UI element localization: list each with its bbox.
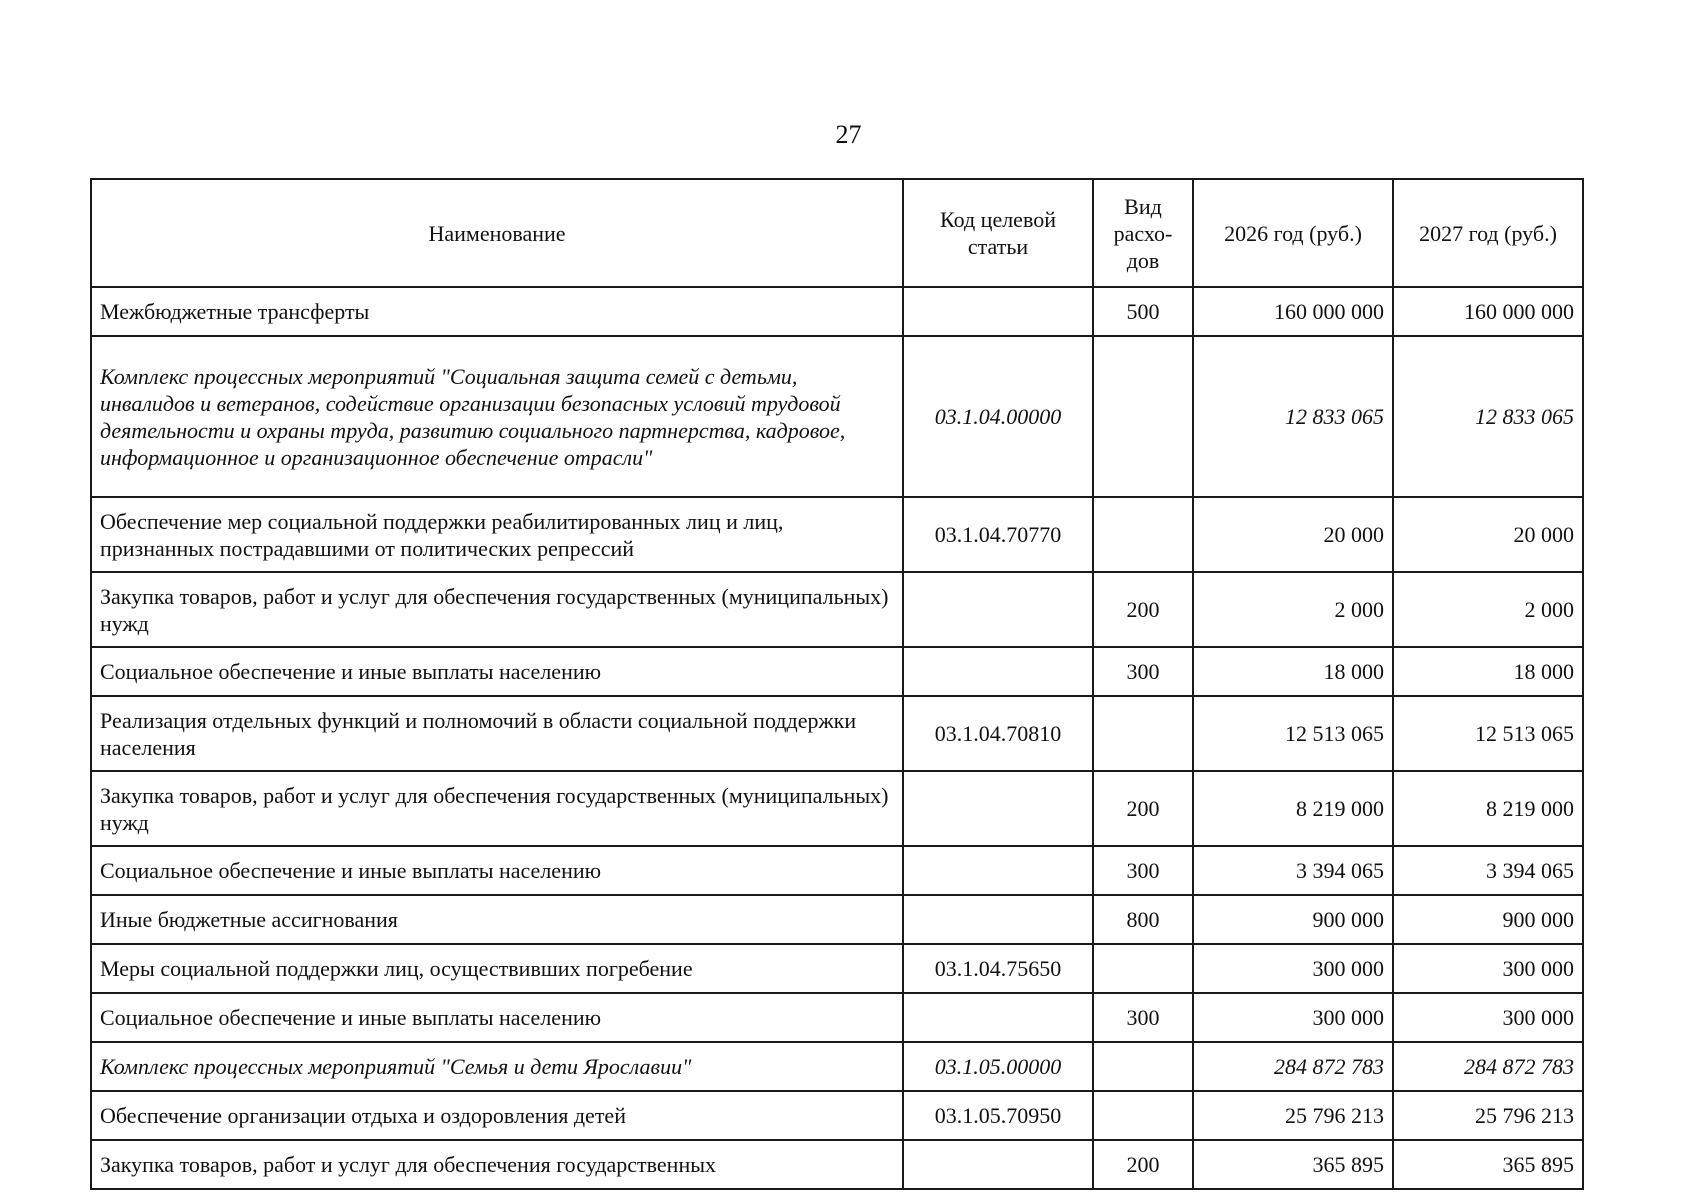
cell-code: 03.1.04.75650 (903, 944, 1093, 993)
cell-amount-2027: 365 895 (1393, 1140, 1583, 1189)
cell-amount-2026: 300 000 (1193, 993, 1393, 1042)
cell-code (903, 287, 1093, 336)
cell-amount-2026: 2 000 (1193, 572, 1393, 647)
cell-amount-2026: 8 219 000 (1193, 771, 1393, 846)
cell-amount-2027: 12 513 065 (1393, 696, 1583, 771)
cell-expense-type: 500 (1093, 287, 1193, 336)
cell-name: Социальное обеспечение и иные выплаты населению (91, 993, 903, 1042)
cell-name: Закупка товаров, работ и услуг для обеспечения государственных (муниципальных) нужд (91, 572, 903, 647)
table-row (91, 696, 1583, 771)
cell-amount-2027: 8 219 000 (1393, 771, 1583, 846)
cell-name: Закупка товаров, работ и услуг для обеспечения государственных (91, 1140, 903, 1189)
cell-code (903, 1140, 1093, 1189)
cell-amount-2027: 900 000 (1393, 895, 1583, 944)
table-row (91, 895, 1583, 944)
cell-expense-type: 800 (1093, 895, 1193, 944)
cell-code: 03.1.05.00000 (903, 1042, 1093, 1091)
cell-expense-type (1093, 1042, 1193, 1091)
cell-amount-2026: 25 796 213 (1193, 1091, 1393, 1140)
cell-name: Комплекс процессных мероприятий "Социальная защита семей с детьми, инвалидов и ветеранов, содействие организации безопасных условий трудовой деятельности и охраны труда, развитию социального партнерства, кадровое, информационное и организационное обеспечение отрасли" (91, 336, 903, 497)
table-row (91, 993, 1583, 1042)
cell-expense-type: 300 (1093, 846, 1193, 895)
header-name: Наименование (91, 179, 903, 287)
cell-amount-2026: 12 833 065 (1193, 336, 1393, 497)
cell-amount-2026: 20 000 (1193, 497, 1393, 572)
cell-expense-type (1093, 696, 1193, 771)
cell-amount-2027: 284 872 783 (1393, 1042, 1583, 1091)
cell-name: Межбюджетные трансферты (91, 287, 903, 336)
cell-name: Реализация отдельных функций и полномочий в области социальной поддержки населения (91, 696, 903, 771)
table-header-row (91, 179, 1583, 287)
table-row (91, 497, 1583, 572)
cell-amount-2026: 18 000 (1193, 647, 1393, 696)
table-row (91, 846, 1583, 895)
table-row (91, 647, 1583, 696)
cell-amount-2026: 300 000 (1193, 944, 1393, 993)
cell-amount-2026: 160 000 000 (1193, 287, 1393, 336)
cell-name: Социальное обеспечение и иные выплаты населению (91, 846, 903, 895)
cell-amount-2027: 160 000 000 (1393, 287, 1583, 336)
cell-amount-2027: 300 000 (1393, 944, 1583, 993)
table-row (91, 572, 1583, 647)
table-row (91, 1091, 1583, 1140)
cell-code (903, 572, 1093, 647)
cell-code (903, 993, 1093, 1042)
cell-name: Меры социальной поддержки лиц, осуществивших погребение (91, 944, 903, 993)
page-number: 27 (835, 120, 862, 149)
cell-amount-2026: 365 895 (1193, 1140, 1393, 1189)
cell-expense-type (1093, 944, 1193, 993)
cell-code: 03.1.04.70810 (903, 696, 1093, 771)
header-year-2026: 2026 год (руб.) (1193, 179, 1393, 287)
cell-name: Обеспечение мер социальной поддержки реабилитированных лиц и лиц, признанных пострадавшими от политических репрессий (91, 497, 903, 572)
cell-name: Обеспечение организации отдыха и оздоровления детей (91, 1091, 903, 1140)
table-row (91, 944, 1583, 993)
cell-expense-type (1093, 497, 1193, 572)
cell-expense-type: 200 (1093, 771, 1193, 846)
table-row (91, 336, 1583, 497)
cell-code: 03.1.05.70950 (903, 1091, 1093, 1140)
cell-code (903, 647, 1093, 696)
cell-expense-type (1093, 1091, 1193, 1140)
cell-amount-2026: 12 513 065 (1193, 696, 1393, 771)
table-row (91, 287, 1583, 336)
table-row (91, 1042, 1583, 1091)
cell-amount-2026: 3 394 065 (1193, 846, 1393, 895)
cell-code (903, 895, 1093, 944)
cell-amount-2027: 25 796 213 (1393, 1091, 1583, 1140)
header-year-2027: 2027 год (руб.) (1393, 179, 1583, 287)
cell-code (903, 771, 1093, 846)
cell-amount-2027: 20 000 (1393, 497, 1583, 572)
cell-expense-type: 200 (1093, 572, 1193, 647)
cell-amount-2026: 284 872 783 (1193, 1042, 1393, 1091)
cell-amount-2026: 900 000 (1193, 895, 1393, 944)
cell-name: Социальное обеспечение и иные выплаты населению (91, 647, 903, 696)
cell-amount-2027: 12 833 065 (1393, 336, 1583, 497)
cell-name: Закупка товаров, работ и услуг для обеспечения государственных (муниципальных) нужд (91, 771, 903, 846)
cell-amount-2027: 18 000 (1393, 647, 1583, 696)
cell-code: 03.1.04.00000 (903, 336, 1093, 497)
header-code: Код целевой статьи (903, 179, 1093, 287)
cell-amount-2027: 3 394 065 (1393, 846, 1583, 895)
cell-expense-type (1093, 336, 1193, 497)
table-row (91, 1140, 1583, 1189)
table-body (91, 287, 1583, 1189)
table-row (91, 771, 1583, 846)
cell-amount-2027: 2 000 (1393, 572, 1583, 647)
cell-expense-type: 200 (1093, 1140, 1193, 1189)
cell-amount-2027: 300 000 (1393, 993, 1583, 1042)
cell-name: Иные бюджетные ассигнования (91, 895, 903, 944)
cell-code (903, 846, 1093, 895)
cell-expense-type: 300 (1093, 647, 1193, 696)
cell-name: Комплекс процессных мероприятий "Семья и дети Ярославии" (91, 1042, 903, 1091)
budget-table (90, 178, 1584, 1190)
header-expense-type: Вид расхо-дов (1093, 179, 1193, 287)
cell-expense-type: 300 (1093, 993, 1193, 1042)
cell-code: 03.1.04.70770 (903, 497, 1093, 572)
